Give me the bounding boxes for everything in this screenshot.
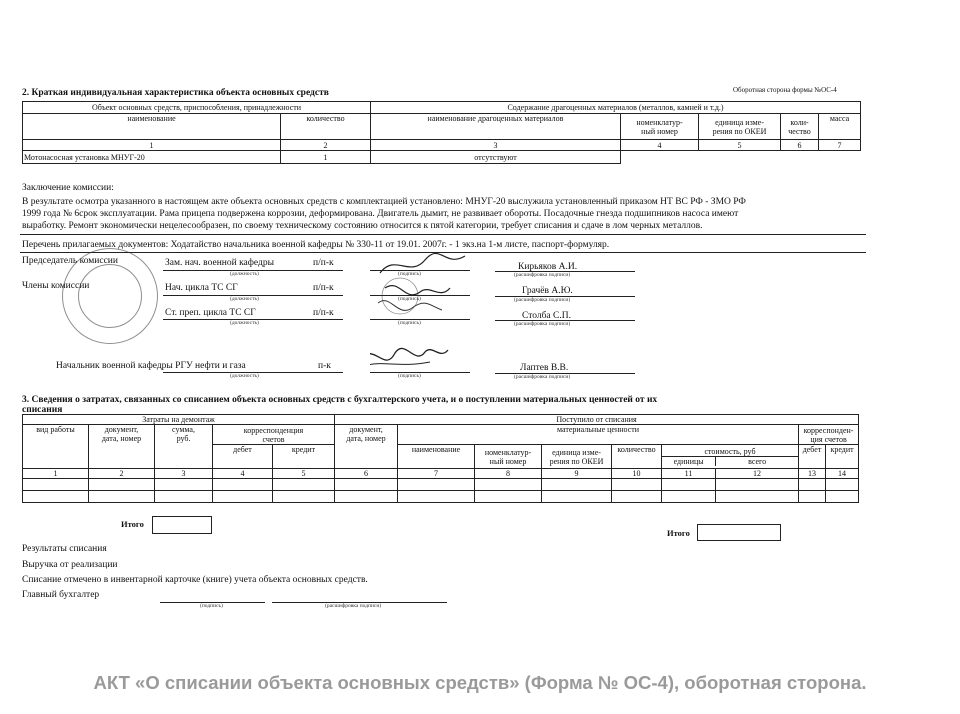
col-number: 12 <box>716 469 799 479</box>
table-cell <box>398 491 475 503</box>
form-side-label: Оборотная сторона формы №ОС-4 <box>733 86 837 94</box>
group-object-header: Объект основных средств, приспособления, принадлежности <box>23 102 371 114</box>
caption-decode: (расшифровка подписи) <box>514 374 571 380</box>
col-number: 3 <box>371 140 621 151</box>
col-nom-header: номенклатур- ный номер <box>621 114 699 140</box>
member2-name: Столба С.П. <box>522 311 571 321</box>
costs-header: Затраты на демонтаж <box>23 415 335 425</box>
chair-label: Председатель комиссии <box>22 256 118 266</box>
col-number: 7 <box>398 469 475 479</box>
col-number: 4 <box>621 140 699 151</box>
row-precious-name: отсутствуют <box>371 151 621 164</box>
col-number: 13 <box>799 469 826 479</box>
caption-decode: (расшифровка подписи) <box>325 603 382 609</box>
col-number: 3 <box>155 469 213 479</box>
table-cell <box>662 491 716 503</box>
col-number: 6 <box>335 469 398 479</box>
conclusion-line2: 1999 года № 6срок эксплуатации. Рама прицепа подвержена коррозии, деформирована. Двигатель дымит, не развивает обороты. Посадочные гнезда подшипников насоса имеют <box>22 209 739 219</box>
work-type-header: вид работы <box>23 425 89 469</box>
chair-name: Кирьяков А.И. <box>518 262 578 272</box>
cost-header: стоимость, руб единицы всего <box>662 445 799 469</box>
head-rank: п-к <box>318 361 331 371</box>
caption-position: (должность) <box>230 271 259 277</box>
caption-decode: (расшифровка подписи) <box>514 297 571 303</box>
caption-decode: (расшифровка подписи) <box>514 321 571 327</box>
member2-rank: п/п-к <box>313 308 334 318</box>
table-cell <box>621 151 699 164</box>
table-cell <box>612 491 662 503</box>
col-number: 7 <box>819 140 861 151</box>
col-number: 1 <box>23 140 281 151</box>
col-number: 5 <box>699 140 781 151</box>
conclusion-line3: выработку. Ремонт экономически нецелесообразен, по своему техническому состоянию относится к пятой категории, требует списания и сдаче в лом черных металлов. <box>22 221 703 231</box>
table-cell <box>819 151 861 164</box>
table-cell <box>826 479 859 491</box>
signatures-icon <box>370 248 490 388</box>
table-cell <box>335 479 398 491</box>
row-object-qty: 1 <box>281 151 371 164</box>
table-cell <box>155 479 213 491</box>
table-cell <box>542 491 612 503</box>
credit-header-2: кредит <box>826 445 859 469</box>
table-cell <box>716 479 799 491</box>
debit-header-2: дебет <box>799 445 826 469</box>
table-cell <box>273 491 335 503</box>
col-number: 2 <box>89 469 155 479</box>
correspondence-header: корреспонденция счетов <box>213 425 335 445</box>
col-name-header: наименование <box>23 114 281 140</box>
col-number: 10 <box>612 469 662 479</box>
table-cell <box>826 491 859 503</box>
table-cell <box>335 491 398 503</box>
table-cell <box>89 479 155 491</box>
col-unit-header: единица изме- рения по ОКЕИ <box>699 114 781 140</box>
received-header: Поступило от списания <box>335 415 859 425</box>
section3-title-cont: списания <box>22 405 63 415</box>
col-precious-name-header: наименование драгоценных материалов <box>371 114 621 140</box>
caption-signature: (подпись) <box>200 603 223 609</box>
section2-title: 2. Краткая индивидуальная характеристика объекта основных средств <box>22 88 329 98</box>
col-number: 2 <box>281 140 371 151</box>
results-label: Результаты списания <box>22 544 107 554</box>
caption-signature: (подпись) <box>398 296 421 302</box>
nom-header: номенклатур- ный номер <box>475 445 542 469</box>
col-mass-header: масса <box>819 114 861 140</box>
table-cell <box>799 479 826 491</box>
table-cell <box>213 491 273 503</box>
sum-header: сумма, руб. <box>155 425 213 469</box>
member1-name: Грачёв А.Ю. <box>522 286 573 296</box>
doc-date-header: документ, дата, номер <box>89 425 155 469</box>
credit-header: кредит <box>273 445 335 469</box>
member1-position: Нач. цикла ТС СГ <box>165 283 238 293</box>
material-values-header: материальные ценности <box>398 425 799 445</box>
col-number: 11 <box>662 469 716 479</box>
table-cell <box>475 479 542 491</box>
head-position: Начальник военной кафедры РГУ нефти и газа <box>56 361 246 371</box>
col-number: 6 <box>781 140 819 151</box>
table-cell <box>23 491 89 503</box>
qty-header: количество <box>612 445 662 469</box>
row-object-name: Мотонасосная установка МНУГ-20 <box>23 151 281 164</box>
group-precious-header: Содержание драгоценных материалов (металлов, камней и т.д.) <box>371 102 861 114</box>
col-number: 4 <box>213 469 273 479</box>
table-cell <box>662 479 716 491</box>
caption-position: (должность) <box>230 296 259 302</box>
caption-signature: (подпись) <box>398 373 421 379</box>
caption-position: (должность) <box>230 373 259 379</box>
table-cell <box>398 479 475 491</box>
member1-rank: п/п-к <box>313 283 334 293</box>
total-cell-received <box>697 524 781 541</box>
chief-accountant-label: Главный бухгалтер <box>22 590 100 600</box>
total-label-received: Итого <box>667 528 690 538</box>
inventory-note: Списание отмечено в инвентарной карточке (книге) учета объекта основных средств. <box>22 575 368 585</box>
table-cell <box>612 479 662 491</box>
doc-date-header-2: документ, дата, номер <box>335 425 398 469</box>
table-cell <box>542 479 612 491</box>
chair-position: Зам. нач. военной кафедры <box>165 258 274 268</box>
document-caption: АКТ «О списании объекта основных средств» (Форма № ОС-4), оборотная сторона. <box>93 672 867 693</box>
divider <box>20 234 866 235</box>
table-cell <box>273 479 335 491</box>
conclusion-line1: В результате осмотра указанного в настоящем акте объекта основных средств с комплектацией установлено: МНУГ-20 выслужила установленный приказом НТ ВС РФ - ЗМО РФ <box>22 197 746 207</box>
characteristics-table <box>22 101 861 164</box>
unit-header: единица изме- рения по ОКЕИ <box>542 445 612 469</box>
col-number: 9 <box>542 469 612 479</box>
col-number: 1 <box>23 469 89 479</box>
table-cell <box>23 479 89 491</box>
caption-signature: (подпись) <box>398 271 421 277</box>
table-cell <box>475 491 542 503</box>
official-seal-inner-icon <box>78 264 142 328</box>
attached-documents: Перечень прилагаемых документов: Ходатайство начальника военной кафедры № 330-11 от 19.01. 2007г. - 1 экз.на 1-м листе, паспорт-формуляр. <box>22 240 610 250</box>
table-cell <box>781 151 819 164</box>
col-qty-header: количество <box>281 114 371 140</box>
caption-signature: (подпись) <box>398 320 421 326</box>
table-cell <box>155 491 213 503</box>
total-label-costs: Итого <box>121 519 144 529</box>
writeoff-table <box>22 414 859 503</box>
debit-header: дебет <box>213 445 273 469</box>
member2-position: Ст. преп. цикла ТС СГ <box>165 308 256 318</box>
col-number: 8 <box>475 469 542 479</box>
table-cell <box>716 491 799 503</box>
corr-accounts-header: корреспонден- ция счетов <box>799 425 859 445</box>
caption-decode: (расшифровка подписи) <box>514 272 571 278</box>
head-name: Лаптев В.В. <box>520 363 569 373</box>
chair-rank: п/п-к <box>313 258 334 268</box>
table-cell <box>699 151 781 164</box>
conclusion-label: Заключение комиссии: <box>22 183 114 193</box>
members-label: Члены комиссии <box>22 281 90 291</box>
table-cell <box>799 491 826 503</box>
caption-position: (должность) <box>230 320 259 326</box>
total-cell-costs <box>152 516 212 534</box>
section3-title: 3. Сведения о затратах, связанных со списанием объекта основных средств с бухгалтерского учета, и о поступлении материальных ценностей от их <box>22 395 658 405</box>
col-count-header: коли- чество <box>781 114 819 140</box>
table-cell <box>213 479 273 491</box>
revenue-label: Выручка от реализации <box>22 560 118 570</box>
table-cell <box>89 491 155 503</box>
col-number: 14 <box>826 469 859 479</box>
col-number: 5 <box>273 469 335 479</box>
name-header: наименование <box>398 445 475 469</box>
